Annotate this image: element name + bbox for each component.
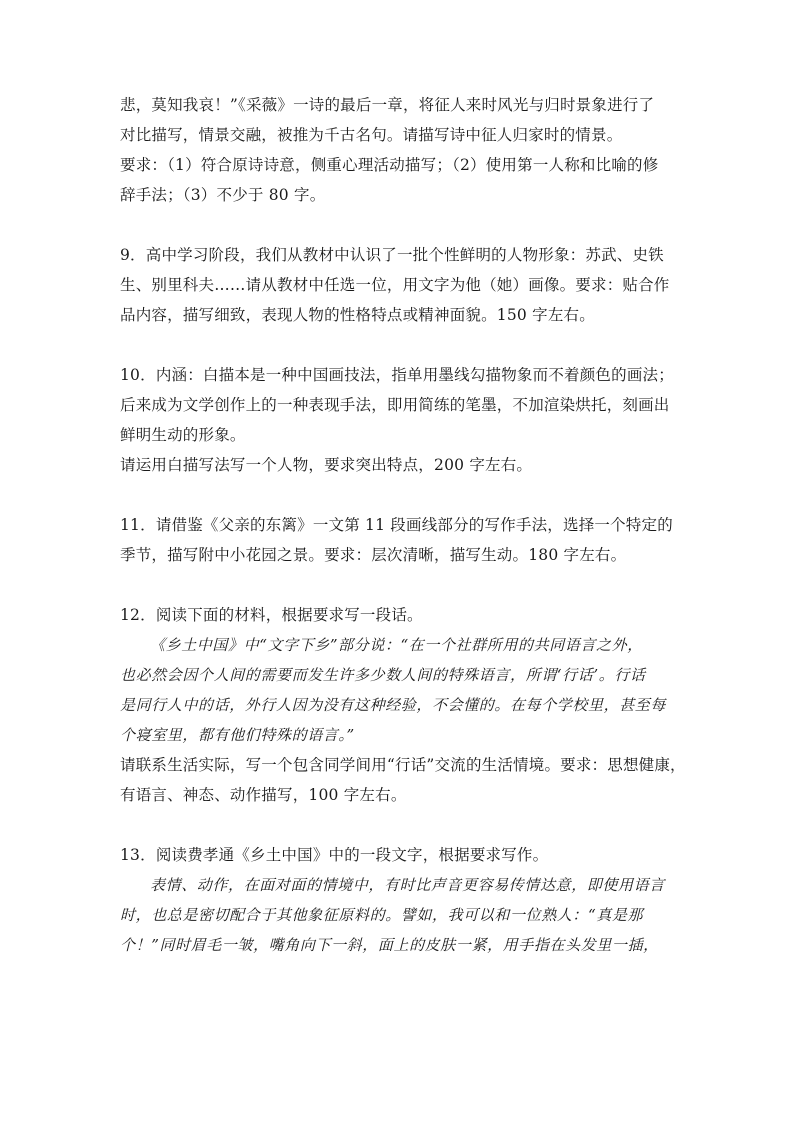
text-line: 鲜明生动的形象。: [120, 426, 246, 444]
document-page: [120, 90, 686, 960]
intro-section: [120, 90, 680, 210]
text-line: 要求：（1）符合原诗诗意，侧重心理活动描写；（2）使用第一人称和比喻的修: [120, 156, 659, 174]
text-line: 有语言、神态、动作描写，100 字左右。: [120, 786, 407, 804]
text-line: 请联系生活实际，写一个包含同学间用“行话”交流的生活情境。要求：思想健康，: [120, 756, 686, 774]
text-line: 10．内涵：白描本是一种中国画技法，指单用墨线勾描物象而不着颜色的画法；: [120, 366, 674, 384]
text-line: 生、别里科夫……请从教材中任选一位，用文字为他（她）画像。要求：贴合作: [120, 276, 670, 294]
text-line: 辞手法；（3）不少于 80 字。: [120, 186, 326, 204]
question-heading: 13．阅读费孝通《乡土中国》中的一段文字，根据要求写作。: [120, 846, 549, 864]
text-line: 季节，描写附中小花园之景。要求：层次清晰，描写生动。180 字左右。: [120, 546, 627, 564]
text-line: 悲，莫知我哀！”《采薇》一诗的最后一章，将征人来时风光与归时景象进行了: [120, 96, 655, 114]
question-10: [120, 360, 680, 480]
quote-line: 是同行人中的话，外行人因为没有这种经验，不会懂的。在每个学校里，甚至每: [120, 696, 667, 714]
text-line: 品内容，描写细致，表现人物的性格特点或精神面貌。150 字左右。: [120, 306, 595, 324]
question-11: [120, 510, 680, 570]
quote-line: 个寝室里，都有他们特殊的语言。”: [120, 726, 355, 744]
question-13: [120, 840, 680, 960]
quote-line: 时，也总是密切配合于其他象征原料的。譬如，我可以和一位熟人：“真是那: [120, 906, 644, 924]
quote-line: 也必然会因个人间的需要而发生许多少数人间的特殊语言，所谓‘行话’。行话: [120, 666, 646, 684]
question-heading: 12．阅读下面的材料，根据要求写一段话。: [120, 606, 423, 624]
question-9: [120, 240, 680, 330]
text-line: 11．请借鉴《父亲的东篱》一文第 11 段画线部分的写作手法，选择一个特定的: [120, 516, 673, 534]
text-line: 请运用白描写法写一个人物，要求突出特点，200 字左右。: [120, 456, 533, 474]
quote-line: 表情、动作，在面对面的情境中，有时比声音更容易传情达意，即使用语言: [150, 876, 665, 894]
question-12: [120, 600, 686, 810]
text-line: 9．高中学习阶段，我们从教材中认识了一批个性鲜明的人物形象：苏武、史铁: [120, 246, 664, 264]
text-line: 对比描写，情景交融，被推为千古名句。请描写诗中征人归家时的情景。: [120, 126, 623, 144]
quote-line: 个！”同时眉毛一皱，嘴角向下一斜，面上的皮肤一紧，用手指在头发里一插，: [120, 936, 659, 954]
quote-line: 《乡土中国》中“文字下乡”部分说：“在一个社群所用的共同语言之外，: [150, 636, 643, 654]
text-line: 后来成为文学创作上的一种表现手法，即用简练的笔墨，不加渲染烘托，刻画出: [120, 396, 670, 414]
